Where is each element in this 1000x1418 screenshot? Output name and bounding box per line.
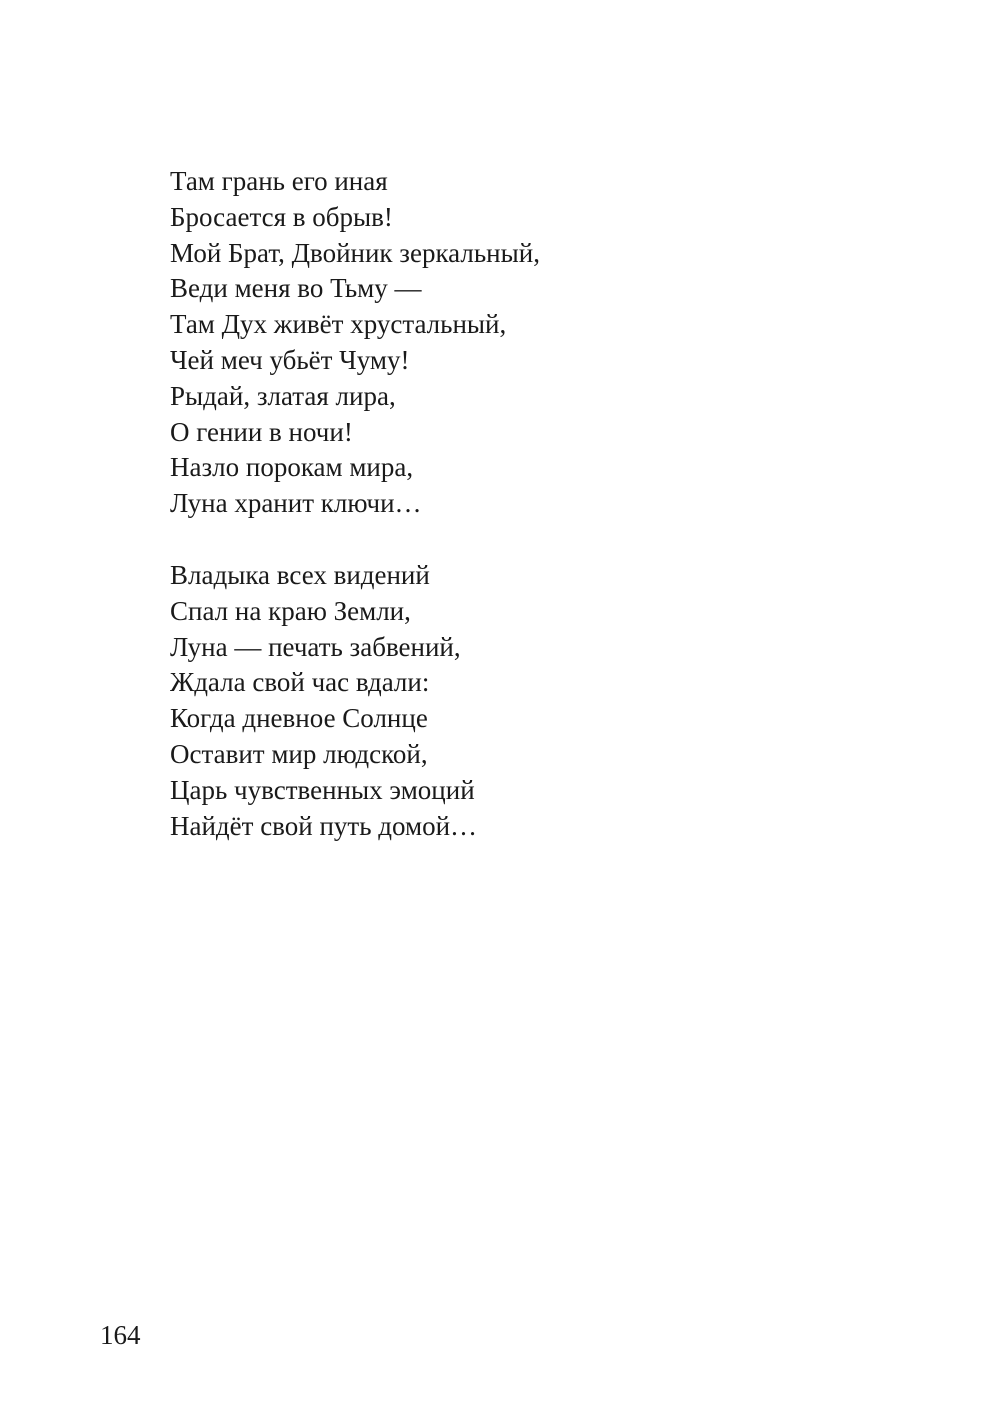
poem-line: Луна — печать забвений,: [170, 631, 461, 662]
poem-line: Луна хранит ключи…: [170, 488, 422, 519]
poem-line: Мой Брат, Двойник зеркальный,: [170, 237, 540, 268]
poem-line: Там грань его иная: [170, 166, 388, 196]
poem-line: Оставит мир людской,: [170, 738, 428, 769]
poem-body: [170, 164, 870, 844]
poem-line: Найдёт свой путь домой…: [170, 810, 478, 841]
stanza-1: [170, 164, 870, 522]
poem-line: Веди меня во Тьму —: [170, 273, 422, 304]
poem-line: Владыка всех видений: [170, 559, 430, 590]
poem-line: Там Дух живёт хрустальный,: [170, 309, 507, 340]
poem-line: Рыдай, златая лира,: [170, 380, 396, 411]
poem-line: Царь чувственных эмоций: [170, 774, 475, 805]
poem-line: Спал на краю Земли,: [170, 595, 411, 626]
poem-line: Когда дневное Солнце: [170, 703, 428, 734]
page-number: 164: [100, 1320, 141, 1350]
stanza-2: [170, 558, 870, 844]
poem-line: Ждала свой час вдали:: [170, 667, 430, 698]
poem-line: Бросается в обрыв!: [170, 201, 393, 232]
poem-line: О гении в ночи!: [170, 416, 353, 447]
poem-line: Чей меч убьёт Чуму!: [170, 344, 410, 375]
poem-line: Назло порокам мира,: [170, 452, 414, 483]
